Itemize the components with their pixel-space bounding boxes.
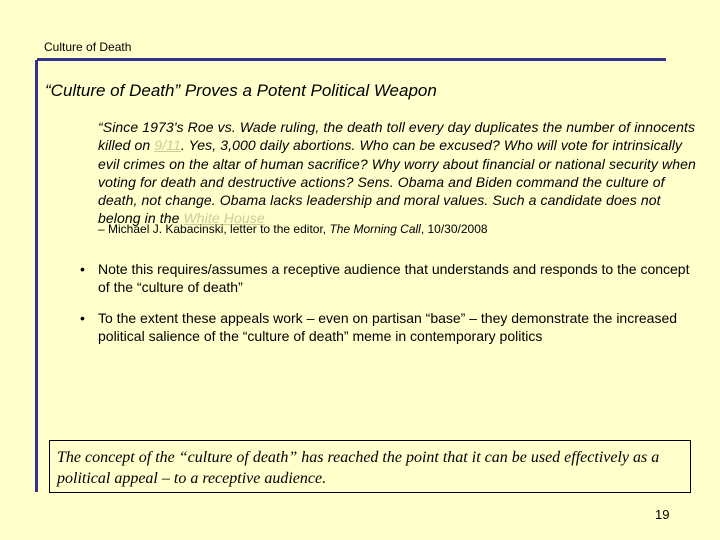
bullet-text: Note this requires/assumes a receptive audience that understands and responds to the concept of the “culture of death” <box>98 261 690 295</box>
page-number: 19 <box>655 507 670 522</box>
quote-text-1: “Since 1973's Roe vs. Wade ruling, the death toll every day duplicates the number of innocents killed on <box>98 119 696 154</box>
attribution-date: , 10/30/2008 <box>420 222 488 236</box>
link-9-11[interactable]: 9/11 <box>154 137 181 154</box>
bullet-text: To the extent these appeals work – even on partisan “base” – they demonstrate the increased political salience of the “culture of death” meme in contemporary politics <box>98 310 678 344</box>
callout-box <box>49 440 691 493</box>
bullet-icon: • <box>80 261 85 277</box>
quote-text-2: . Yes, 3,000 daily abortions. Who can be excused? Who will vote for intrinsically evil crimes on the altar of human sacrifice? Why worry about financial or national security when voting for death and destructive actions? Sens. Obama and Biden command the culture of death, not change. Obama lacks leadership and moral values. Such a candidate does not belong in the <box>98 137 696 227</box>
bullet-item <box>80 309 700 345</box>
quote-attribution <box>98 222 678 236</box>
callout-text: The concept of the “culture of death” has reached the point that it can be used effectively as a political appeal – to a receptive audience. <box>57 449 660 487</box>
attribution-source: The Morning Call <box>329 222 421 236</box>
left-rule <box>35 60 38 492</box>
quote-block <box>98 118 698 228</box>
top-rule <box>37 58 666 61</box>
slide-title: “Culture of Death” Proves a Potent Political Weapon <box>45 81 437 100</box>
bullet-icon: • <box>80 310 85 326</box>
bullet-item <box>80 260 700 296</box>
attribution-prefix: – Michael J. Kabacinski, letter to the editor, <box>98 222 330 236</box>
link-white-house[interactable]: White House <box>183 210 265 227</box>
section-label: Culture of Death <box>44 40 132 54</box>
bullet-list <box>80 260 700 358</box>
